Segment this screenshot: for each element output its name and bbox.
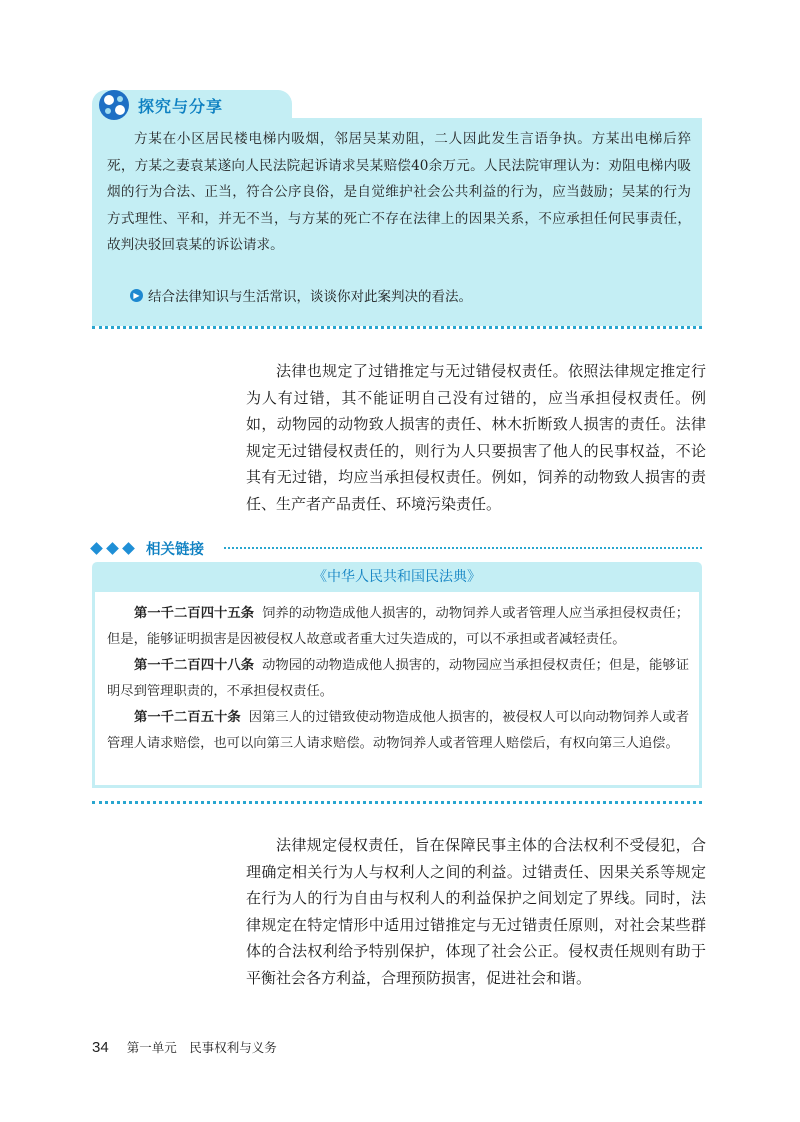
explore-prompt-text: 结合法律知识与生活常识，谈谈你对此案判决的看法。 — [148, 289, 472, 305]
body-paragraph-2: 法律规定侵权责任，旨在保障民事主体的合法权利不受侵犯，合理确定相关行为人与权利人之间的利益。过错责任、因果关系等规定在行为人的行为自由与权利人的利益保护之间划定了界线。同时，法律规定在特定情形中适用过错推定与无过错责任原则，对社会某些群体的合法权利给予特别保护，体现了社会公正。侵权责任规则有助于平衡社会各方利益，合理预防损害，促进社会和谐。 — [246, 836, 706, 987]
law-article-number: 第一千二百五十条 — [134, 710, 241, 725]
section-divider — [92, 801, 702, 804]
play-arrow-icon: ▶ — [130, 289, 143, 302]
related-links-title: 相关链接 — [146, 542, 204, 558]
related-links-header — [92, 538, 204, 559]
explore-section-title: 探究与分享 — [138, 97, 224, 116]
law-article-number: 第一千二百四十八条 — [134, 658, 255, 673]
diamond-bullet-icon — [122, 542, 135, 555]
law-articles — [107, 601, 689, 757]
unit-title: 第一单元 民事权利与义务 — [126, 1040, 277, 1055]
explore-prompt — [130, 285, 472, 305]
related-links-divider — [224, 547, 702, 549]
page-number: 34 — [92, 1039, 109, 1056]
page-footer — [92, 1038, 277, 1056]
law-article-text: 饲养的动物造成他人损害的，动物饲养人或者管理人应当承担侵权责任；但是，能够证明损害是因被侵权人故意或者重大过失造成的，可以不承担或者减轻责任。 — [107, 606, 690, 647]
law-article-text: 因第三人的过错致使动物造成他人损害的，被侵权人可以向动物饲养人或者管理人请求赔偿，也可以向第三人请求赔偿。动物饲养人或者管理人赔偿后，有权向第三人追偿。 — [107, 710, 690, 751]
diamond-bullet-icon — [90, 542, 103, 555]
law-article — [107, 653, 689, 705]
diamond-bullet-icon — [106, 542, 119, 555]
law-title-bar: 《中华人民共和国民法典》 — [92, 562, 702, 592]
law-article-number: 第一千二百四十五条 — [134, 606, 255, 621]
body-paragraph-1: 法律也规定了过错推定与无过错侵权责任。依照法律规定推定行为人有过错，其不能证明自己没有过错的，应当承担侵权责任。例如，动物园的动物致人损害的责任、林木折断致人损害的责任。法律规定无过错侵权责任的，则行为人只要损害了他人的民事权益，不论其有无过错，均应当承担侵权责任。例如，饲养的动物致人损害的责任、生产者产品责任、环境污染责任。 — [246, 362, 706, 513]
law-article — [107, 601, 689, 653]
law-article-text: 动物园的动物造成他人损害的，动物园应当承担侵权责任；但是，能够证明尽到管理职责的，不承担侵权责任。 — [107, 658, 690, 699]
explore-share-icon — [97, 88, 133, 122]
section-divider — [92, 326, 702, 329]
law-article — [107, 705, 689, 757]
explore-case-paragraph: 方某在小区居民楼电梯内吸烟，邻居吴某劝阻，二人因此发生言语争执。方某出电梯后猝死，方某之妻袁某遂向人民法院起诉请求吴某赔偿40余万元。人民法院审理认为：劝阻电梯内吸烟的行为合法、正当，符合公序良俗，是自觉维护社会公共利益的行为，应当鼓励；吴某的行为方式理性、平和，并无不当，与方某的死亡不存在法律上的因果关系，不应承担任何民事责任，故判决驳回袁某的诉讼请求。 — [107, 131, 691, 253]
